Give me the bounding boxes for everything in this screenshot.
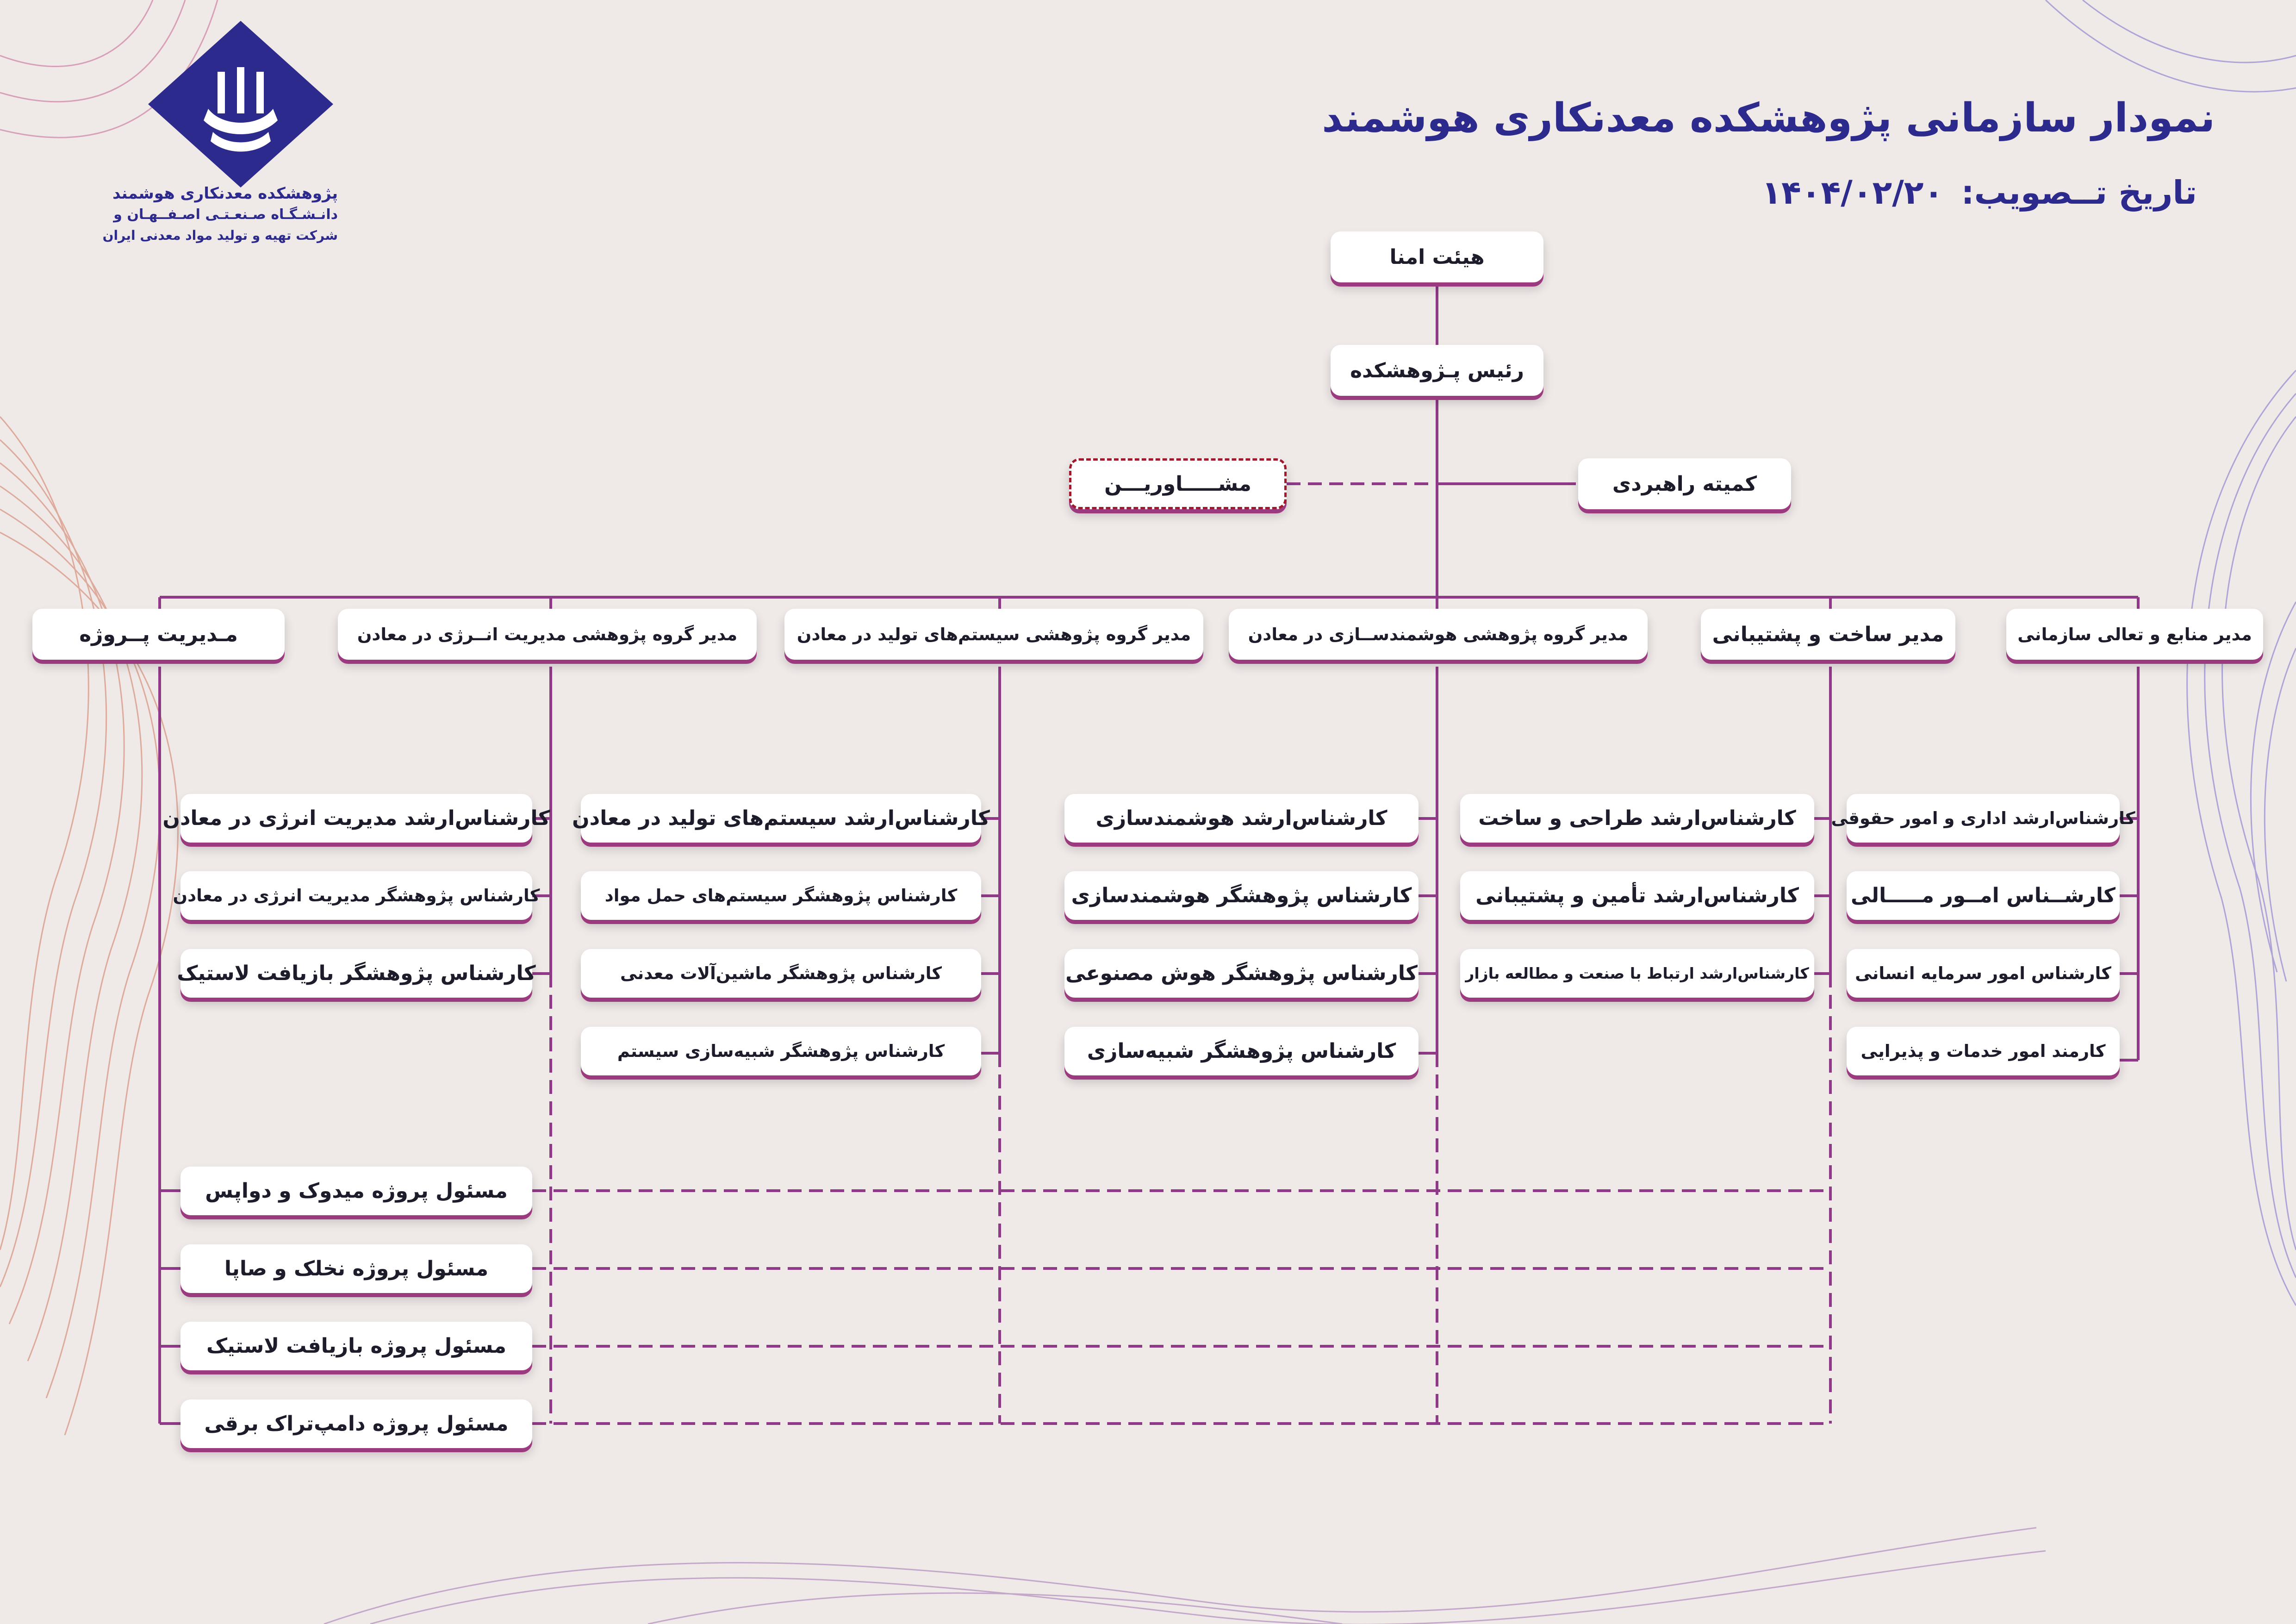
staff-label: کارشناس پژوهشگر هوش مصنوعی bbox=[1065, 962, 1418, 985]
smart-staff-3[interactable] bbox=[1064, 949, 1419, 998]
institute-head-label: رئیس پـژوهشکده bbox=[1350, 358, 1524, 382]
staff-label: کارشناس‌ارشد هوشمندسازی bbox=[1095, 806, 1388, 830]
resources-staff-4[interactable] bbox=[1847, 1027, 2120, 1075]
staff-label: کارشناس‌ارشد اداری و امور حقوقی bbox=[1831, 808, 2135, 828]
staff-label: کارشناس پژوهشگر مدیریت انرژی در معادن bbox=[173, 886, 540, 906]
manager-project-label: مـدیریت پــروژه bbox=[79, 622, 238, 646]
staff-label: کارشناس‌ارشد ارتباط با صنعت و مطالعه بازار bbox=[1465, 964, 1809, 982]
project-lead-label: مسئول پروژه دامپ‌تراک برقی bbox=[204, 1412, 509, 1436]
steering-committee-label: کمیته راهبردی bbox=[1612, 472, 1757, 496]
logo-line-1: پژوهشکده معدنکاری هوشمند bbox=[112, 184, 338, 203]
staff-label: کارشناس‌ارشد مدیریت انرژی در معادن bbox=[162, 806, 550, 830]
staff-label: کارشناس‌ارشد تأمین و پشتیبانی bbox=[1475, 884, 1799, 907]
manager-smart-box[interactable] bbox=[1229, 609, 1648, 660]
manager-production-box[interactable] bbox=[784, 609, 1203, 660]
board-of-trustees-label: هیئت امنا bbox=[1389, 245, 1485, 269]
manager-energy-label: مدیر گروه پژوهشی مدیریت انــرژی در معادن bbox=[357, 624, 738, 644]
staff-label: کارشناس پژوهشگر هوشمندسازی bbox=[1071, 884, 1412, 907]
project-lead-label: مسئول پروژه نخلک و صاپا bbox=[224, 1257, 489, 1280]
manager-production-label: مدیر گروه پژوهشی سیستم‌های تولید در معادن bbox=[796, 624, 1191, 644]
production-staff-3[interactable] bbox=[581, 949, 981, 998]
project-lead-3[interactable] bbox=[180, 1322, 532, 1370]
manager-smart-label: مدیر گروه پژوهشی هوشمندســازی در معادن bbox=[1248, 624, 1629, 644]
project-lead-label: مسئول پروژه میدوک و دواپس bbox=[205, 1179, 508, 1203]
board-of-trustees-box[interactable] bbox=[1331, 231, 1543, 282]
energy-staff-1[interactable] bbox=[162, 794, 550, 843]
project-lead-label: مسئول پروژه بازیافت لاستیک bbox=[206, 1334, 507, 1358]
logo-line-2: دانـشـگـاه صـنعـتـی اصـفــهـان و bbox=[113, 206, 338, 223]
advisors-label: مشـــــاوریـــن bbox=[1104, 472, 1251, 496]
resources-staff-3[interactable] bbox=[1847, 949, 2120, 998]
approval-value: ۱۴۰۴/۰۲/۲۰ bbox=[1761, 174, 1944, 212]
advisors-box[interactable] bbox=[1069, 458, 1287, 509]
manager-resources-box[interactable] bbox=[2006, 609, 2263, 660]
manager-energy-box[interactable] bbox=[338, 609, 757, 660]
smart-staff-1[interactable] bbox=[1064, 794, 1419, 843]
resources-staff-2[interactable] bbox=[1847, 871, 2120, 920]
staff-label: کارشناس پژوهشگر شبیه‌سازی bbox=[1087, 1039, 1396, 1063]
staff-label: کارشناس پژوهشگر ماشین‌آلات معدنی bbox=[620, 963, 942, 983]
logo-line-3: شرکت تهیه و تولید مواد معدنی ایران bbox=[102, 228, 338, 243]
staff-label: کارشناس امور سرمایه انسانی bbox=[1855, 963, 2111, 983]
approval-label: تاریخ تــصویب: bbox=[1961, 174, 2197, 212]
smart-staff-2[interactable] bbox=[1064, 871, 1419, 920]
energy-staff-3[interactable] bbox=[177, 949, 536, 998]
manager-support-box[interactable] bbox=[1701, 609, 1955, 660]
project-lead-1[interactable] bbox=[180, 1167, 532, 1215]
manager-resources-label: مدیر منابع و تعالی سازمانی bbox=[2017, 624, 2252, 644]
support-staff-2[interactable] bbox=[1460, 871, 1814, 920]
chart-title: نمودار سازمانی پژوهشکده معدنکاری هوشمند bbox=[1322, 95, 2215, 141]
staff-label: کارشناس پژوهشگر شبیه‌سازی سیستم bbox=[617, 1041, 945, 1061]
staff-label: کارشــناس امــور مـــــالی bbox=[1851, 884, 2116, 907]
manager-project-box[interactable] bbox=[32, 609, 285, 660]
steering-committee-box[interactable] bbox=[1578, 458, 1791, 509]
staff-label: کارمند امور خدمات و پذیرایی bbox=[1860, 1041, 2106, 1061]
support-staff-1[interactable] bbox=[1460, 794, 1814, 843]
project-lead-4[interactable] bbox=[180, 1399, 532, 1448]
staff-label: کارشناس پژوهشگر بازیافت لاستیک bbox=[177, 962, 536, 985]
energy-staff-2[interactable] bbox=[173, 871, 540, 920]
support-staff-3[interactable] bbox=[1460, 949, 1814, 998]
resources-staff-1[interactable] bbox=[1831, 794, 2135, 843]
production-staff-4[interactable] bbox=[581, 1027, 981, 1075]
production-staff-1[interactable] bbox=[572, 794, 990, 843]
smart-staff-4[interactable] bbox=[1064, 1027, 1419, 1075]
staff-label: کارشناس پژوهشگر سیستم‌های حمل مواد bbox=[604, 886, 958, 906]
staff-label: کارشناس‌ارشد سیستم‌های تولید در معادن bbox=[572, 806, 990, 830]
institute-head-box[interactable] bbox=[1331, 345, 1543, 396]
manager-support-label: مدیر ساخت و پشتیبانی bbox=[1712, 622, 1944, 646]
staff-label: کارشناس‌ارشد طراحی و ساخت bbox=[1478, 806, 1796, 830]
production-staff-2[interactable] bbox=[581, 871, 981, 920]
project-lead-2[interactable] bbox=[180, 1244, 532, 1293]
